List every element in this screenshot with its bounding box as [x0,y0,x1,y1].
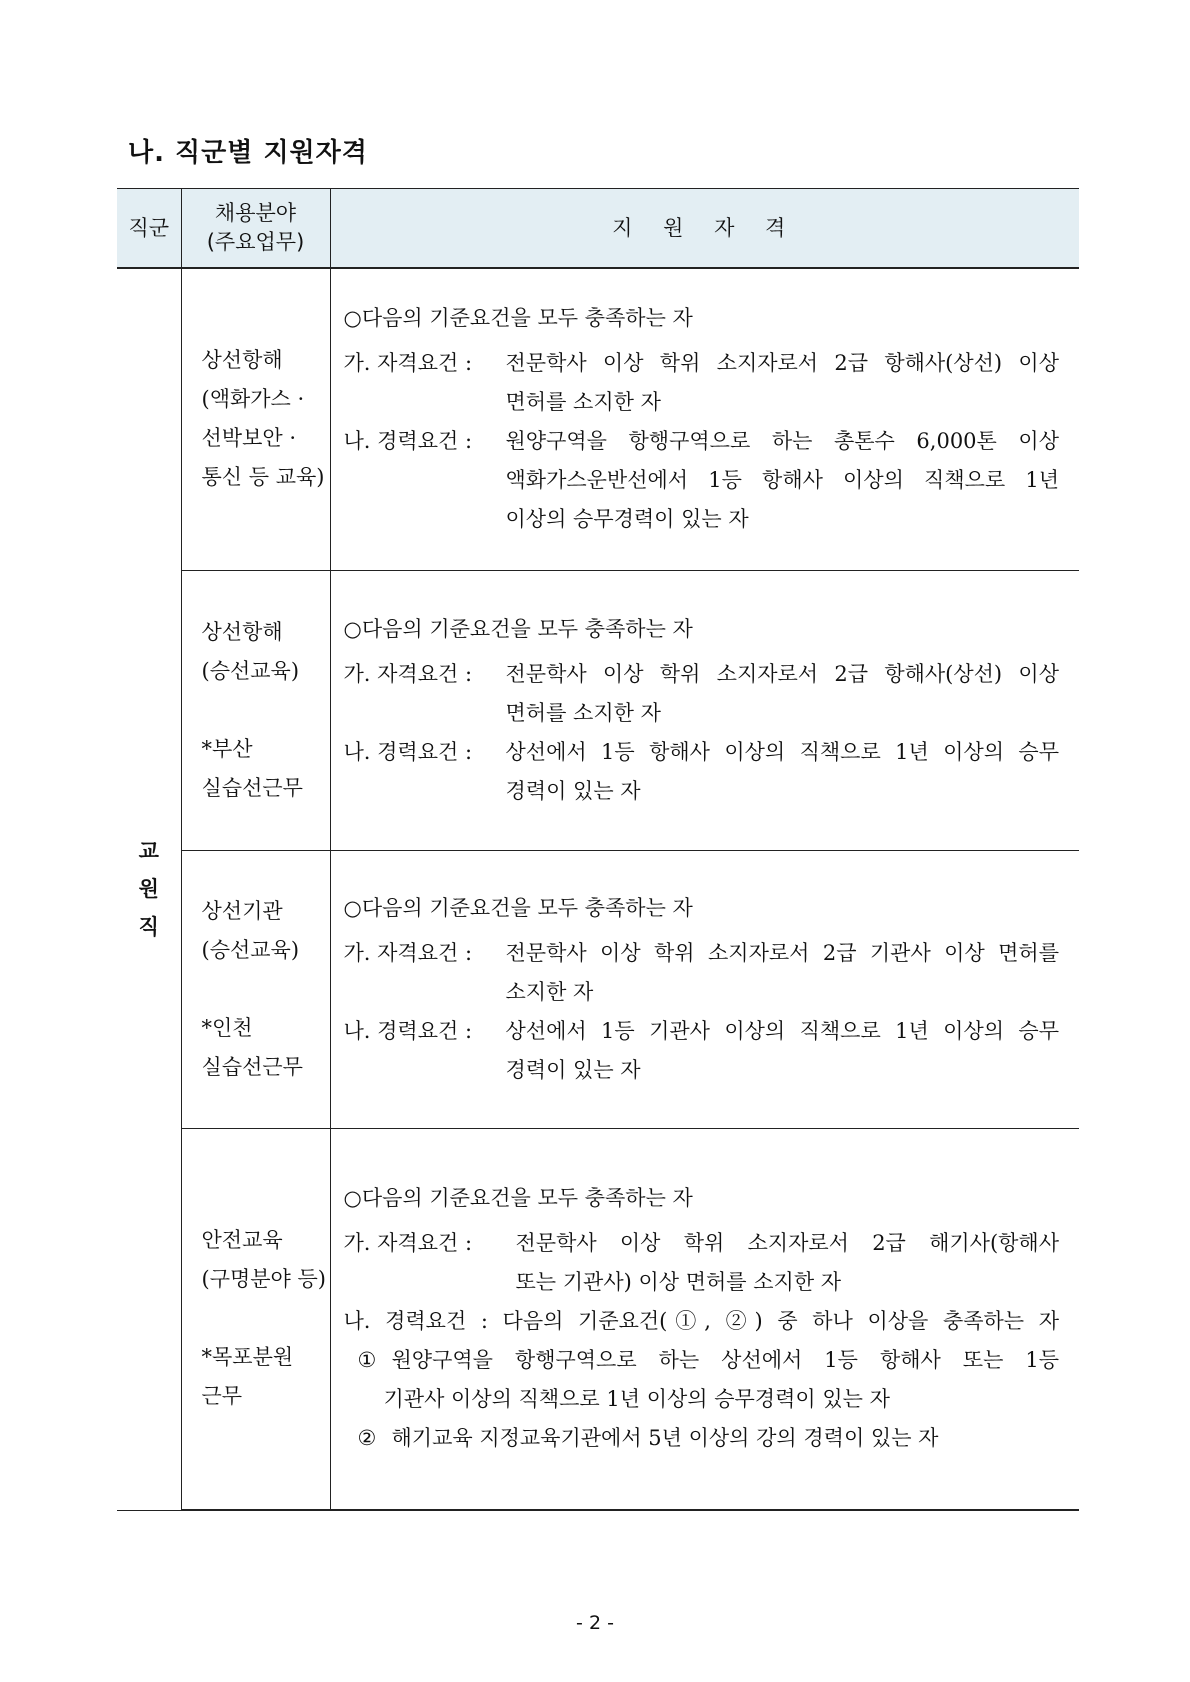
field-line: 근무 [201,1384,243,1409]
qualification-line: 면허를 소지한 자 [505,700,661,725]
group-char: 교 [138,839,159,864]
header-group: 직군 [117,189,181,269]
qualification-line: 나. 경력요건 : 다음의 기준요건(①, ②) 중 하나 이상을 충족하는 자 [343,1309,1059,1334]
field-line: (승선교육) [201,937,300,962]
field-cell [181,850,330,1128]
table-row [117,268,1079,570]
qualification-item [344,344,1060,422]
sub-number: ② [357,1426,377,1451]
field-line: (구명분야 등) [201,1267,326,1292]
table-row [117,570,1079,850]
qualification-label: 가. 자격요건 : [343,1231,473,1256]
qualification-item [344,934,1060,1012]
qualification-label: 나. 경력요건 : [343,429,473,454]
qualification-line: 전문학사 이상 학위 소지자로서 2급 해기사(항해사 [515,1231,1059,1256]
field-line: 실습선근무 [201,1054,303,1079]
qualification-item [344,1224,1060,1302]
qualification-cell [330,850,1079,1128]
sub-line: 해기교육 지정교육기관에서 5년 이상의 강의 경력이 있는 자 [391,1426,939,1451]
field-cell [181,570,330,850]
group-char: 직 [138,915,159,940]
header-field-line: 채용분야 [214,201,297,225]
field-line: 상선기관 [201,898,283,923]
field-line: 선박보안 · [201,426,296,451]
qualification-label: 나. 경력요건 : [343,1018,473,1043]
page-number: - 2 - [576,1612,614,1634]
qualification-line: 소지한 자 [505,979,594,1004]
group-cell [117,268,181,1510]
header-field-line: (주요업무) [206,230,305,254]
field-line: *목포분원 [201,1345,294,1370]
qualification-cell [330,268,1079,570]
qualification-line: 원양구역을 항행구역으로 하는 총톤수 6,000톤 이상 [505,429,1059,454]
field-line: 통신 등 교육) [201,465,325,490]
group-char: 원 [138,877,159,902]
header-qualification [330,189,1079,269]
table-row [117,1128,1079,1510]
qualification-line: 전문학사 이상 학위 소지자로서 2급 항해사(상선) 이상 [505,351,1059,376]
field-line: 상선항해 [201,619,283,644]
qualification-label: 가. 자격요건 : [343,661,473,686]
qualification-line: 또는 기관사) 이상 면허를 소지한 자 [515,1270,842,1295]
qualification-line: 전문학사 이상 학위 소지자로서 2급 항해사(상선) 이상 [505,661,1059,686]
table-header-row [117,189,1079,269]
field-cell [181,1128,330,1510]
header-field [181,189,330,269]
qualification-intro: ○다음의 기준요건을 모두 충족하는 자 [343,895,693,920]
qualification-line: 상선에서 1등 항해사 이상의 직책으로 1년 이상의 승무 [505,739,1059,764]
field-line: (액화가스 · [201,387,305,412]
field-line: *인천 [201,1015,253,1040]
qualification-line: 경력이 있는 자 [505,778,641,803]
qualification-intro: ○다음의 기준요건을 모두 충족하는 자 [343,616,693,641]
qualification-label: 가. 자격요건 : [343,351,473,376]
qualification-cell [330,570,1079,850]
sub-number: ① [357,1348,377,1373]
sub-line: 기관사 이상의 직책으로 1년 이상의 승무경력이 있는 자 [383,1387,890,1412]
qualification-cell [330,1128,1079,1510]
qualification-line: 경력이 있는 자 [505,1057,641,1082]
sub-requirement [344,1419,1060,1458]
qualification-line: 상선에서 1등 기관사 이상의 직책으로 1년 이상의 승무 [505,1018,1059,1043]
field-cell [181,268,330,570]
qualification-table [117,188,1079,1511]
qualification-intro: ○다음의 기준요건을 모두 충족하는 자 [343,306,693,331]
qualification-label: 가. 자격요건 : [343,940,473,965]
qualification-line: 이상의 승무경력이 있는 자 [505,507,749,532]
header-qualification-label: 지 원 자 격 [612,215,798,240]
qualification-intro: ○다음의 기준요건을 모두 충족하는 자 [343,1186,693,1211]
field-line: 실습선근무 [201,775,303,800]
sub-line: 원양구역을 항행구역으로 하는 상선에서 1등 항해사 또는 1등 [391,1348,1059,1373]
table-row [117,850,1079,1128]
qualification-item [344,655,1060,733]
qualification-item [344,422,1060,539]
field-line: *부산 [201,736,253,761]
qualification-line: 면허를 소지한 자 [505,390,661,415]
sub-requirement [344,1341,1060,1380]
qualification-item [344,733,1060,811]
qualification-line: 액화가스운반선에서 1등 항해사 이상의 직책으로 1년 [505,468,1059,493]
section-title: 나. 직군별 지원자격 [128,138,368,168]
qualification-item [344,1012,1060,1090]
field-line: (승선교육) [201,658,300,683]
qualification-label: 나. 경력요건 : [343,739,473,764]
field-line: 안전교육 [201,1228,283,1253]
field-line: 상선항해 [201,348,283,373]
qualification-line: 전문학사 이상 학위 소지자로서 2급 기관사 이상 면허를 [505,940,1059,965]
